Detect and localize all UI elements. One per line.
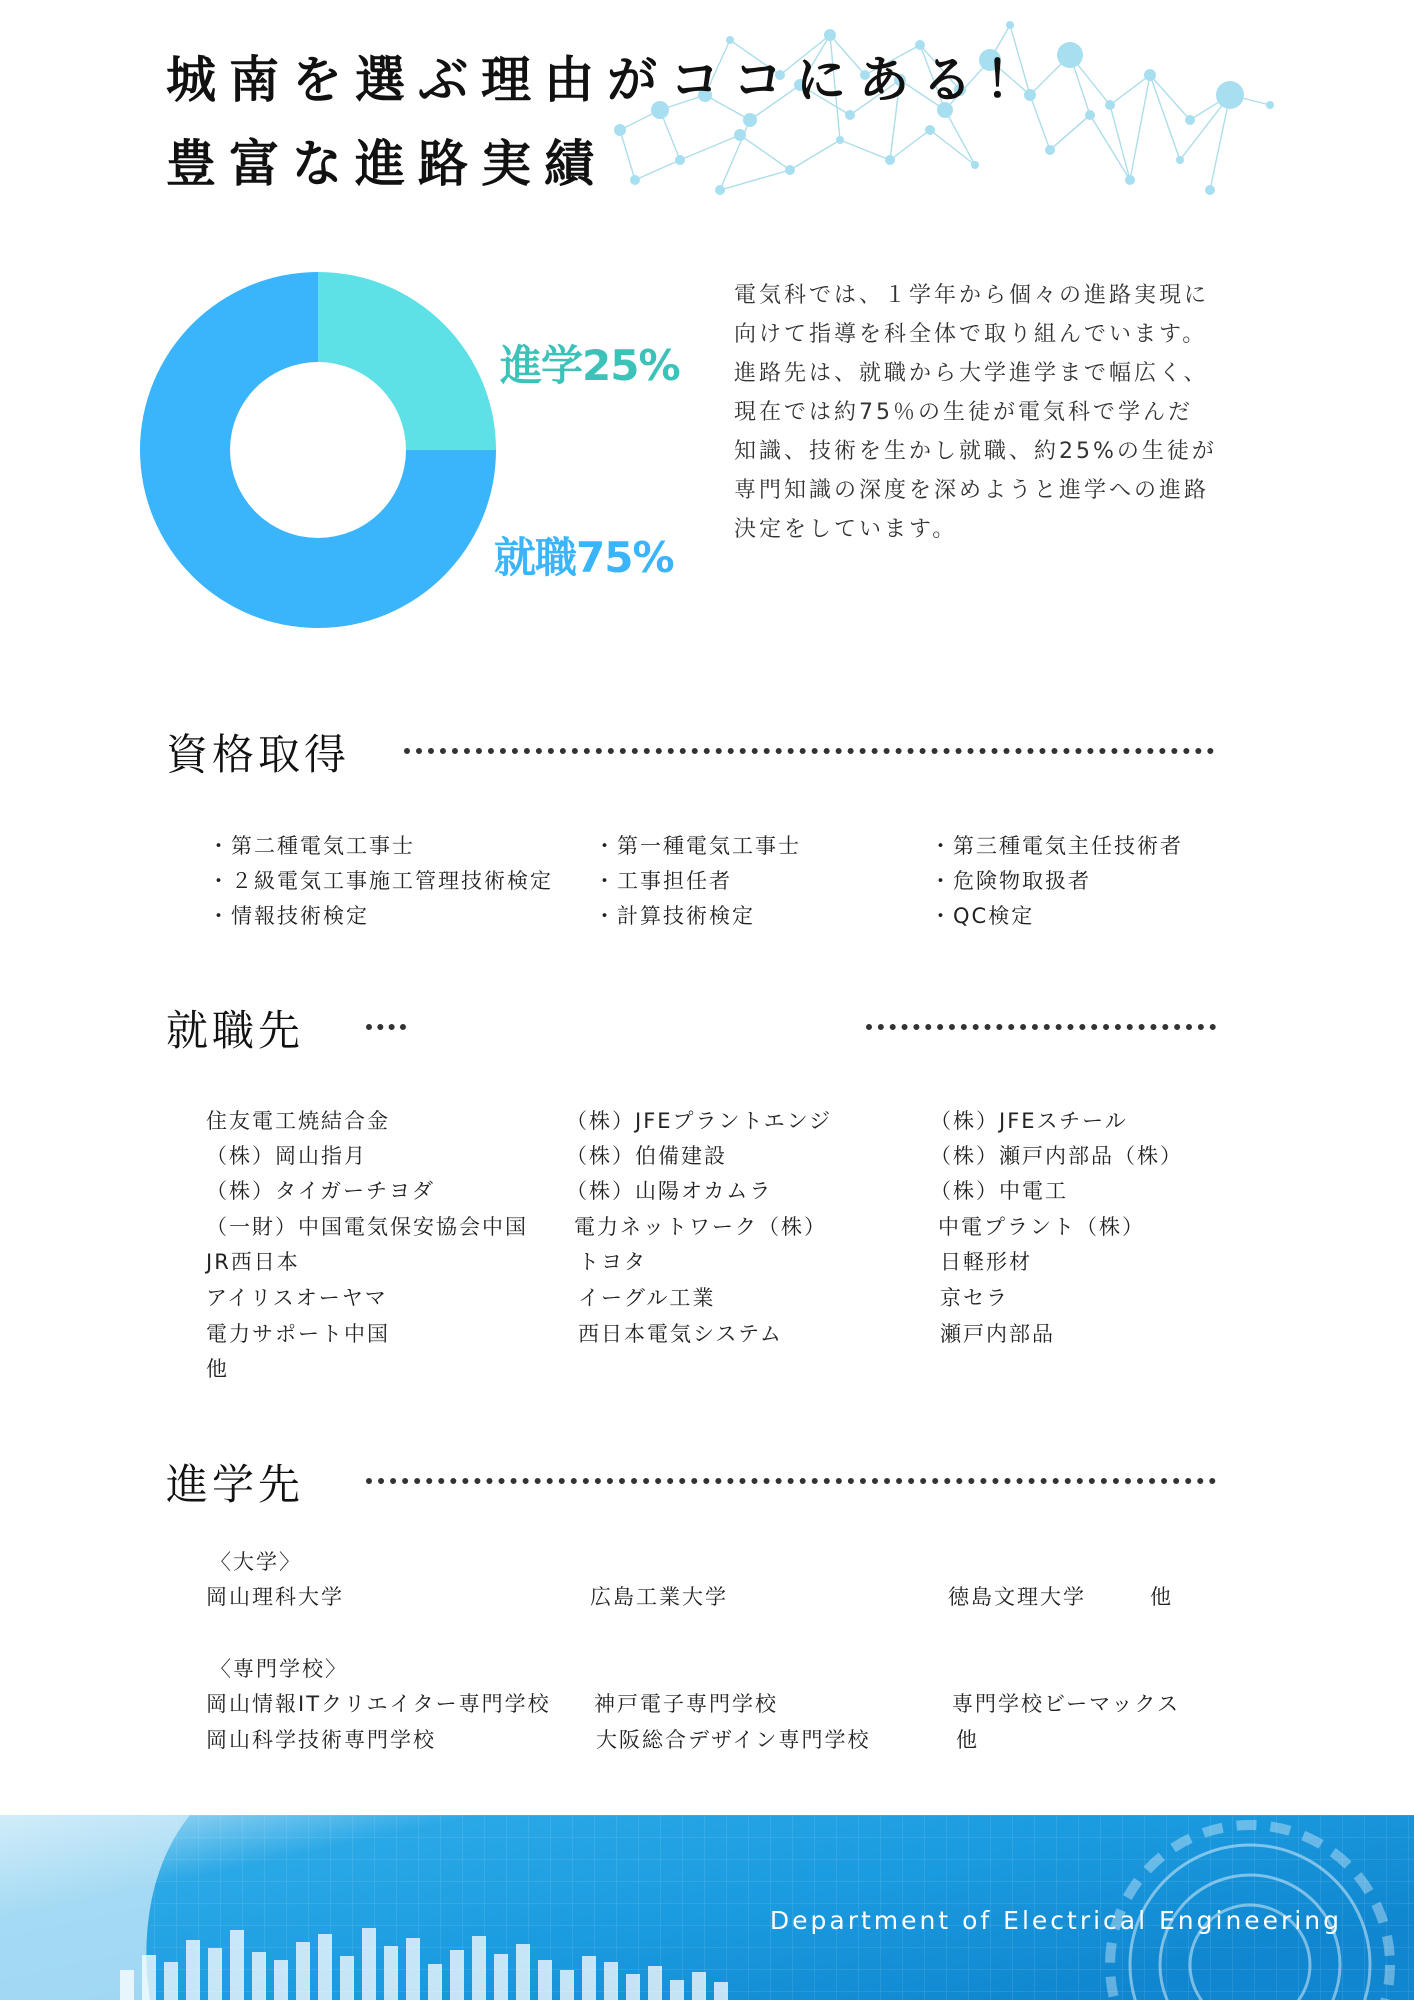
page-title-line2: 豊富な進路実績: [166, 135, 607, 193]
intro-text: [734, 276, 1224, 549]
employer-item: JR西日本: [206, 1250, 300, 1274]
employer-item: 住友電工焼結合金: [206, 1109, 390, 1133]
footer-decorative-bar: [516, 1944, 530, 2000]
section-title-qualifications: 資格取得: [166, 730, 351, 779]
university-item: 徳島文理大学: [948, 1585, 1086, 1609]
employer-item: （株）中電工: [930, 1179, 1068, 1203]
employer-item: 他: [206, 1357, 229, 1381]
qualification-item: ・情報技術検定: [208, 904, 369, 928]
chart-label-further-education: 進学25%: [500, 341, 680, 390]
employer-item: トヨタ: [578, 1250, 647, 1274]
footer-decorative-bar: [428, 1964, 442, 2000]
qualification-item: ・工事担任者: [594, 869, 732, 893]
intro-paragraph-1: 電気科では、１学年から個々の進路実現に向けて指導を科全体で取り組んでいます。進路先は、就職から大学進学まで幅広く、現在では約75％の生徒が電気科で学んだ: [734, 283, 1210, 425]
employer-item: （株）JFEプラントエンジ: [566, 1109, 833, 1133]
vocational-school-item: 他: [956, 1728, 979, 1752]
employer-item: 日軽形材: [940, 1250, 1032, 1274]
footer-decorative-bar: [472, 1936, 486, 2000]
page-title-line1: 城南を選ぶ理由がココにある！: [166, 51, 1048, 109]
footer-decorative-bar: [186, 1940, 200, 2000]
footer-decorative-bar: [362, 1928, 376, 2000]
employer-item: （株）タイガーチヨダ: [206, 1179, 435, 1203]
footer-decorative-bar: [120, 1970, 134, 2000]
footer-decorative-bar: [692, 1972, 706, 2000]
university-item: 岡山理科大学: [206, 1585, 344, 1609]
chart-label-employment: 就職75%: [494, 533, 674, 582]
qualification-item: ・第一種電気工事士: [594, 834, 801, 858]
footer-decorative-bar: [560, 1970, 574, 2000]
employer-item: 電力ネットワーク（株）: [574, 1215, 827, 1239]
qualification-item: ・第二種電気工事士: [208, 834, 415, 858]
employer-item: 西日本電気システム: [578, 1322, 783, 1346]
employer-item: （株）岡山指月: [206, 1144, 367, 1168]
career-donut-chart: [140, 272, 496, 628]
footer-decorative-bar: [648, 1966, 662, 2000]
footer-decorative-bar: [252, 1952, 266, 2000]
employer-item: （一財）中国電気保安協会中国: [206, 1215, 528, 1239]
footer-decorative-bar: [340, 1956, 354, 2000]
footer-decorative-bar: [296, 1942, 310, 2000]
employer-item: 京セラ: [940, 1286, 1009, 1310]
vocational-school-item: 専門学校ビーマックス: [952, 1692, 1181, 1716]
footer-decorative-bar: [538, 1960, 552, 2000]
footer-decorative-bar: [318, 1934, 332, 2000]
footer-decorative-bar: [494, 1954, 508, 2000]
qualification-item: ・計算技術検定: [594, 904, 755, 928]
footer-decorative-bar: [384, 1946, 398, 2000]
employer-item: （株）山陽オカムラ: [566, 1179, 773, 1203]
vocational-heading: 〈専門学校〉: [210, 1657, 348, 1681]
footer-decorative-bar: [714, 1982, 728, 2000]
footer-decorative-bar: [164, 1962, 178, 2000]
employer-item: （株）瀬戸内部品（株）: [930, 1144, 1183, 1168]
section-divider: [366, 1024, 406, 1030]
employer-item: （株）伯備建設: [566, 1144, 727, 1168]
section-title-employment: 就職先: [166, 1006, 305, 1055]
section-title-further-education: 進学先: [166, 1460, 305, 1509]
footer-decorative-bar: [582, 1956, 596, 2000]
employer-item: 電力サポート中国: [206, 1322, 390, 1346]
university-heading: 〈大学〉: [210, 1550, 302, 1574]
qualification-item: ・危険物取扱者: [930, 869, 1091, 893]
vocational-school-item: 大阪総合デザイン専門学校: [596, 1728, 871, 1752]
qualification-item: ・第三種電気主任技術者: [930, 834, 1183, 858]
donut-slice-further-education: [318, 272, 496, 450]
qualification-item: ・２級電気工事施工管理技術検定: [208, 869, 553, 893]
footer-decorative-bar: [274, 1960, 288, 2000]
vocational-school-item: 岡山情報ITクリエイター専門学校: [206, 1692, 551, 1716]
vocational-school-item: 神戸電子専門学校: [594, 1692, 778, 1716]
qualification-item: ・QC検定: [930, 904, 1035, 928]
footer-decorative-bar: [406, 1938, 420, 2000]
employer-item: （株）JFEスチール: [930, 1109, 1128, 1133]
department-name: Department of Electrical Engineering: [769, 1906, 1342, 1935]
employer-item: 瀬戸内部品: [940, 1322, 1055, 1346]
university-item: 広島工業大学: [590, 1585, 728, 1609]
section-divider: [404, 748, 1214, 754]
employer-item: 中電プラント（株）: [938, 1215, 1145, 1239]
employer-item: アイリスオーヤマ: [206, 1286, 388, 1310]
footer-decorative-bar: [604, 1962, 618, 2000]
footer-decorative-bar: [208, 1948, 222, 2000]
university-item: 他: [1150, 1585, 1173, 1609]
footer-decorative-bar: [450, 1950, 464, 2000]
section-divider: [366, 1478, 1216, 1484]
employer-item: イーグル工業: [578, 1286, 716, 1310]
section-divider: [866, 1024, 1216, 1030]
footer-decorative-bar: [670, 1980, 684, 2000]
footer-decorative-bar: [230, 1930, 244, 2000]
footer-decorative-bar: [142, 1955, 156, 2000]
footer-decorative-bar: [626, 1974, 640, 2000]
intro-paragraph-2: 知識、技術を生かし就職、約25%の生徒が専門知識の深度を深めようと進学への進路決定をしています。: [734, 439, 1217, 542]
vocational-school-item: 岡山科学技術専門学校: [206, 1728, 436, 1752]
